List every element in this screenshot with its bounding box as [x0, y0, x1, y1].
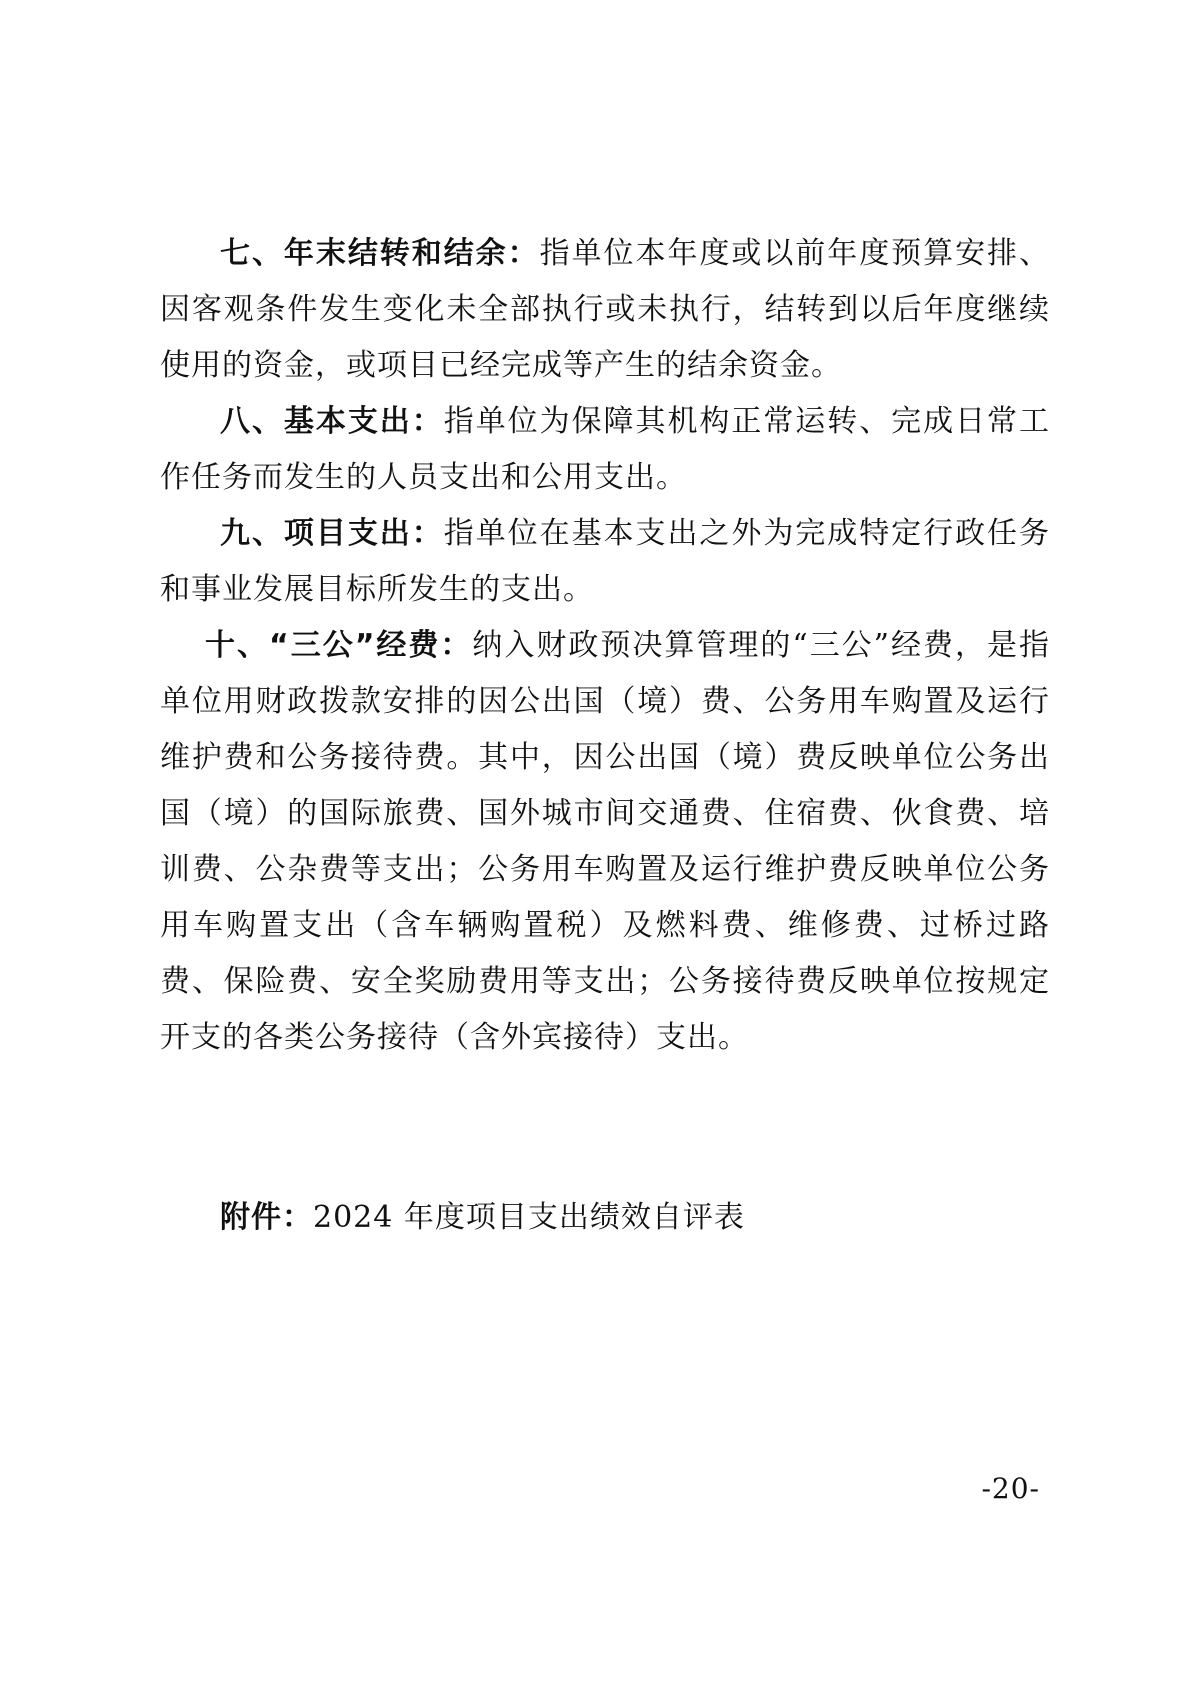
- term-basic-expenditure: 八、基本支出：: [220, 404, 444, 439]
- paragraph-basic-expenditure: [160, 394, 1050, 506]
- definition-three-public-funds: 纳入财政预决算管理的“三公”经费，是指单位用财政拨款安排的因公出国（境）费、公务用车购置及运行维护费和公务接待费。其中，因公出国（境）费反映单位公务出国（境）的国际旅费、国外城市间交通费、住宿费、伙食费、培训费、公杂费等支出；公务用车购置及运行维护费反映单位公务用车购置支出（含车辆购置税）及燃料费、维修费、过桥过路费、保险费、安全奖励费用等支出；公务接待费反映单位按规定开支的各类公务接待（含外宾接待）支出。: [160, 628, 1050, 1055]
- term-carryover-balance: 七、年末结转和结余：: [220, 236, 540, 271]
- attachment-label: 附件：: [220, 1200, 313, 1235]
- definition-carryover-balance: 指单位本年度或以前年度预算安排、因客观条件发生变化未全部执行或未执行，结转到以后年度继续使用的资金，或项目已经完成等产生的结余资金。: [160, 236, 1051, 383]
- paragraph-three-public-funds: [160, 618, 1050, 1066]
- term-three-public-funds: 十、“三公”经费：: [205, 628, 473, 663]
- term-project-expenditure: 九、项目支出：: [220, 516, 444, 551]
- attachment-line: [220, 1190, 745, 1246]
- definitions-section: [160, 226, 1050, 1066]
- paragraph-carryover-balance: [160, 226, 1050, 394]
- definition-basic-expenditure: 指单位为保障其机构正常运转、完成日常工作任务而发生的人员支出和公用支出。: [160, 404, 1051, 495]
- attachment-title: 2024 年度项目支出绩效自评表: [313, 1200, 745, 1235]
- paragraph-project-expenditure: [160, 506, 1050, 618]
- definition-project-expenditure: 指单位在基本支出之外为完成特定行政任务和事业发展目标所发生的支出。: [160, 516, 1051, 607]
- page-number: -20-: [981, 1472, 1040, 1505]
